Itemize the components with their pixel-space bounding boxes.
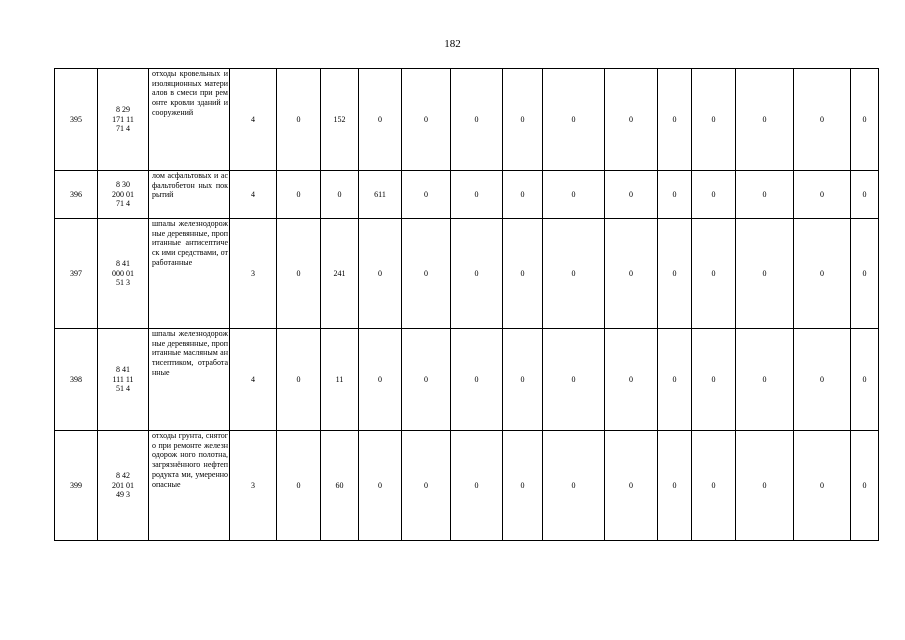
value-cell: 0	[451, 329, 503, 431]
waste-name-cell	[149, 171, 230, 219]
value-cell: 0	[605, 69, 658, 171]
value-cell: 0	[503, 69, 543, 171]
value-cell: 0	[543, 69, 605, 171]
waste-table	[54, 68, 879, 541]
hazard-class-cell: 4	[230, 171, 277, 219]
row-number-cell: 398	[55, 329, 98, 431]
waste-name-line: нефтепродукта	[152, 460, 228, 479]
value-cell: 0	[503, 329, 543, 431]
waste-name-line: изоляционных	[152, 78, 202, 88]
waste-name-line: асфальтобетон	[152, 171, 229, 190]
waste-name-line: ного полотна,	[180, 450, 228, 460]
waste-name-cell	[149, 219, 230, 329]
waste-name-line: отработанные	[152, 248, 229, 267]
waste-code-cell	[98, 171, 149, 219]
waste-name-line: лом	[152, 171, 165, 180]
value-cell: 0	[503, 171, 543, 219]
waste-code-line: 000 01	[112, 268, 134, 278]
value-cell: 0	[543, 329, 605, 431]
value-cell: 0	[359, 329, 402, 431]
hazard-class-cell: 3	[230, 219, 277, 329]
value-cell: 0	[736, 171, 794, 219]
waste-name-line: ные	[152, 338, 166, 348]
waste-name-line: кровельных и	[179, 69, 228, 78]
value-cell: 0	[503, 431, 543, 541]
row-number-cell: 395	[55, 69, 98, 171]
value-cell: 0	[851, 171, 879, 219]
value-cell: 0	[605, 219, 658, 329]
waste-code-line: 8 41	[116, 258, 130, 268]
value-cell: 0	[658, 431, 692, 541]
value-cell: 0	[605, 171, 658, 219]
waste-name-line: шпалы	[152, 329, 176, 338]
waste-name-line: кровли зданий	[170, 98, 221, 108]
value-cell: 0	[451, 431, 503, 541]
table-row	[55, 219, 879, 329]
value-cell: 152	[321, 69, 359, 171]
waste-code-line: 8 41	[116, 364, 130, 374]
value-cell: 0	[851, 431, 879, 541]
row-number-cell: 396	[55, 171, 98, 219]
waste-name-line: асфальтовых и	[167, 171, 219, 180]
waste-name-line: пропитанные	[152, 338, 229, 358]
waste-code-line: 8 29	[116, 104, 130, 114]
waste-code-line: 111 11	[112, 374, 134, 384]
waste-name-cell	[149, 329, 230, 431]
waste-name-line: антисептиком,	[152, 348, 229, 368]
waste-name-line: железнодорож	[152, 440, 229, 460]
waste-code-line: 51 3	[116, 278, 130, 288]
value-cell: 0	[605, 329, 658, 431]
waste-code-cell	[98, 431, 149, 541]
waste-name-line: железнодорож	[178, 219, 228, 228]
waste-name-line: отходы	[152, 69, 177, 78]
value-cell: 0	[794, 69, 851, 171]
waste-name-line: шпалы	[152, 219, 176, 228]
table-row	[55, 171, 879, 219]
value-cell: 0	[736, 431, 794, 541]
waste-name-line: ные	[152, 228, 166, 238]
value-cell: 241	[321, 219, 359, 329]
waste-name-line: ими	[161, 248, 176, 258]
value-cell: 0	[736, 219, 794, 329]
value-cell: 0	[277, 69, 321, 171]
value-cell: 611	[359, 171, 402, 219]
waste-code-line: 51 4	[116, 384, 130, 394]
value-cell: 0	[658, 171, 692, 219]
waste-name-cell	[149, 431, 230, 541]
waste-name-line: опасные	[152, 479, 181, 489]
value-cell: 0	[543, 171, 605, 219]
value-cell: 0	[543, 431, 605, 541]
waste-name-line: антисептическ	[152, 238, 228, 258]
value-cell: 0	[277, 219, 321, 329]
value-cell: 0	[851, 69, 879, 171]
value-cell: 0	[794, 219, 851, 329]
waste-code-cell	[98, 69, 149, 171]
waste-code-line: 71 4	[116, 124, 130, 134]
waste-name-line: пропитанные	[152, 228, 229, 248]
value-cell: 0	[692, 219, 736, 329]
value-cell: 0	[402, 329, 451, 431]
waste-code-line: 171 11	[112, 114, 134, 124]
value-cell: 0	[605, 431, 658, 541]
value-cell: 0	[543, 219, 605, 329]
waste-name-line: деревянные,	[167, 228, 210, 238]
value-cell: 0	[692, 171, 736, 219]
value-cell: 0	[503, 219, 543, 329]
waste-name-line: ремонте	[152, 88, 228, 108]
waste-name-line: загрязнённого	[152, 460, 201, 470]
waste-name-line: отработанные	[152, 358, 228, 377]
waste-code-cell	[98, 219, 149, 329]
waste-name-line: средствами,	[177, 248, 219, 258]
value-cell: 0	[321, 171, 359, 219]
table-row	[55, 69, 879, 171]
value-cell: 0	[851, 329, 879, 431]
waste-name-line: материалов в	[152, 78, 228, 98]
table-body	[55, 69, 879, 541]
value-cell: 11	[321, 329, 359, 431]
value-cell: 0	[692, 69, 736, 171]
value-cell: 0	[736, 329, 794, 431]
waste-name-line: масляным	[183, 348, 218, 358]
hazard-class-cell: 3	[230, 431, 277, 541]
waste-name-line: ми, умеренно	[181, 469, 229, 479]
row-number-cell: 397	[55, 219, 98, 329]
value-cell: 0	[402, 171, 451, 219]
value-cell: 60	[321, 431, 359, 541]
waste-name-line: и сооружений	[152, 98, 229, 117]
value-cell: 0	[658, 219, 692, 329]
value-cell: 0	[451, 171, 503, 219]
value-cell: 0	[794, 431, 851, 541]
value-cell: 0	[359, 69, 402, 171]
waste-code-line: 8 42	[116, 470, 130, 480]
waste-name-line: железнодорож	[178, 329, 228, 338]
value-cell: 0	[277, 329, 321, 431]
waste-code-line: 200 01	[112, 189, 134, 199]
value-cell: 0	[451, 69, 503, 171]
value-cell: 0	[277, 431, 321, 541]
waste-code-line: 201 01	[112, 480, 134, 490]
value-cell: 0	[794, 329, 851, 431]
value-cell: 0	[402, 219, 451, 329]
table-row	[55, 431, 879, 541]
value-cell: 0	[402, 431, 451, 541]
row-number-cell: 399	[55, 431, 98, 541]
waste-code-line: 49 3	[116, 490, 130, 500]
waste-name-line: ных покрытий	[152, 180, 229, 200]
waste-name-line: деревянные,	[167, 338, 210, 348]
hazard-class-cell: 4	[230, 329, 277, 431]
waste-name-line: ремонте	[173, 440, 202, 450]
hazard-class-cell: 4	[230, 69, 277, 171]
value-cell: 0	[794, 171, 851, 219]
value-cell: 0	[402, 69, 451, 171]
waste-name-cell	[149, 69, 230, 171]
value-cell: 0	[658, 329, 692, 431]
waste-code-cell	[98, 329, 149, 431]
waste-code-line: 71 4	[116, 199, 130, 209]
page-number: 182	[444, 38, 461, 50]
value-cell: 0	[277, 171, 321, 219]
value-cell: 0	[851, 219, 879, 329]
waste-name-line: смеси при	[176, 88, 213, 98]
waste-name-line: отходы грунта,	[152, 431, 204, 440]
value-cell: 0	[736, 69, 794, 171]
waste-code-line: 8 30	[116, 179, 130, 189]
value-cell: 0	[692, 329, 736, 431]
table-row	[55, 329, 879, 431]
waste-name-line: снятого при	[152, 431, 228, 450]
value-cell: 0	[658, 69, 692, 171]
value-cell: 0	[692, 431, 736, 541]
value-cell: 0	[359, 431, 402, 541]
value-cell: 0	[451, 219, 503, 329]
value-cell: 0	[359, 219, 402, 329]
